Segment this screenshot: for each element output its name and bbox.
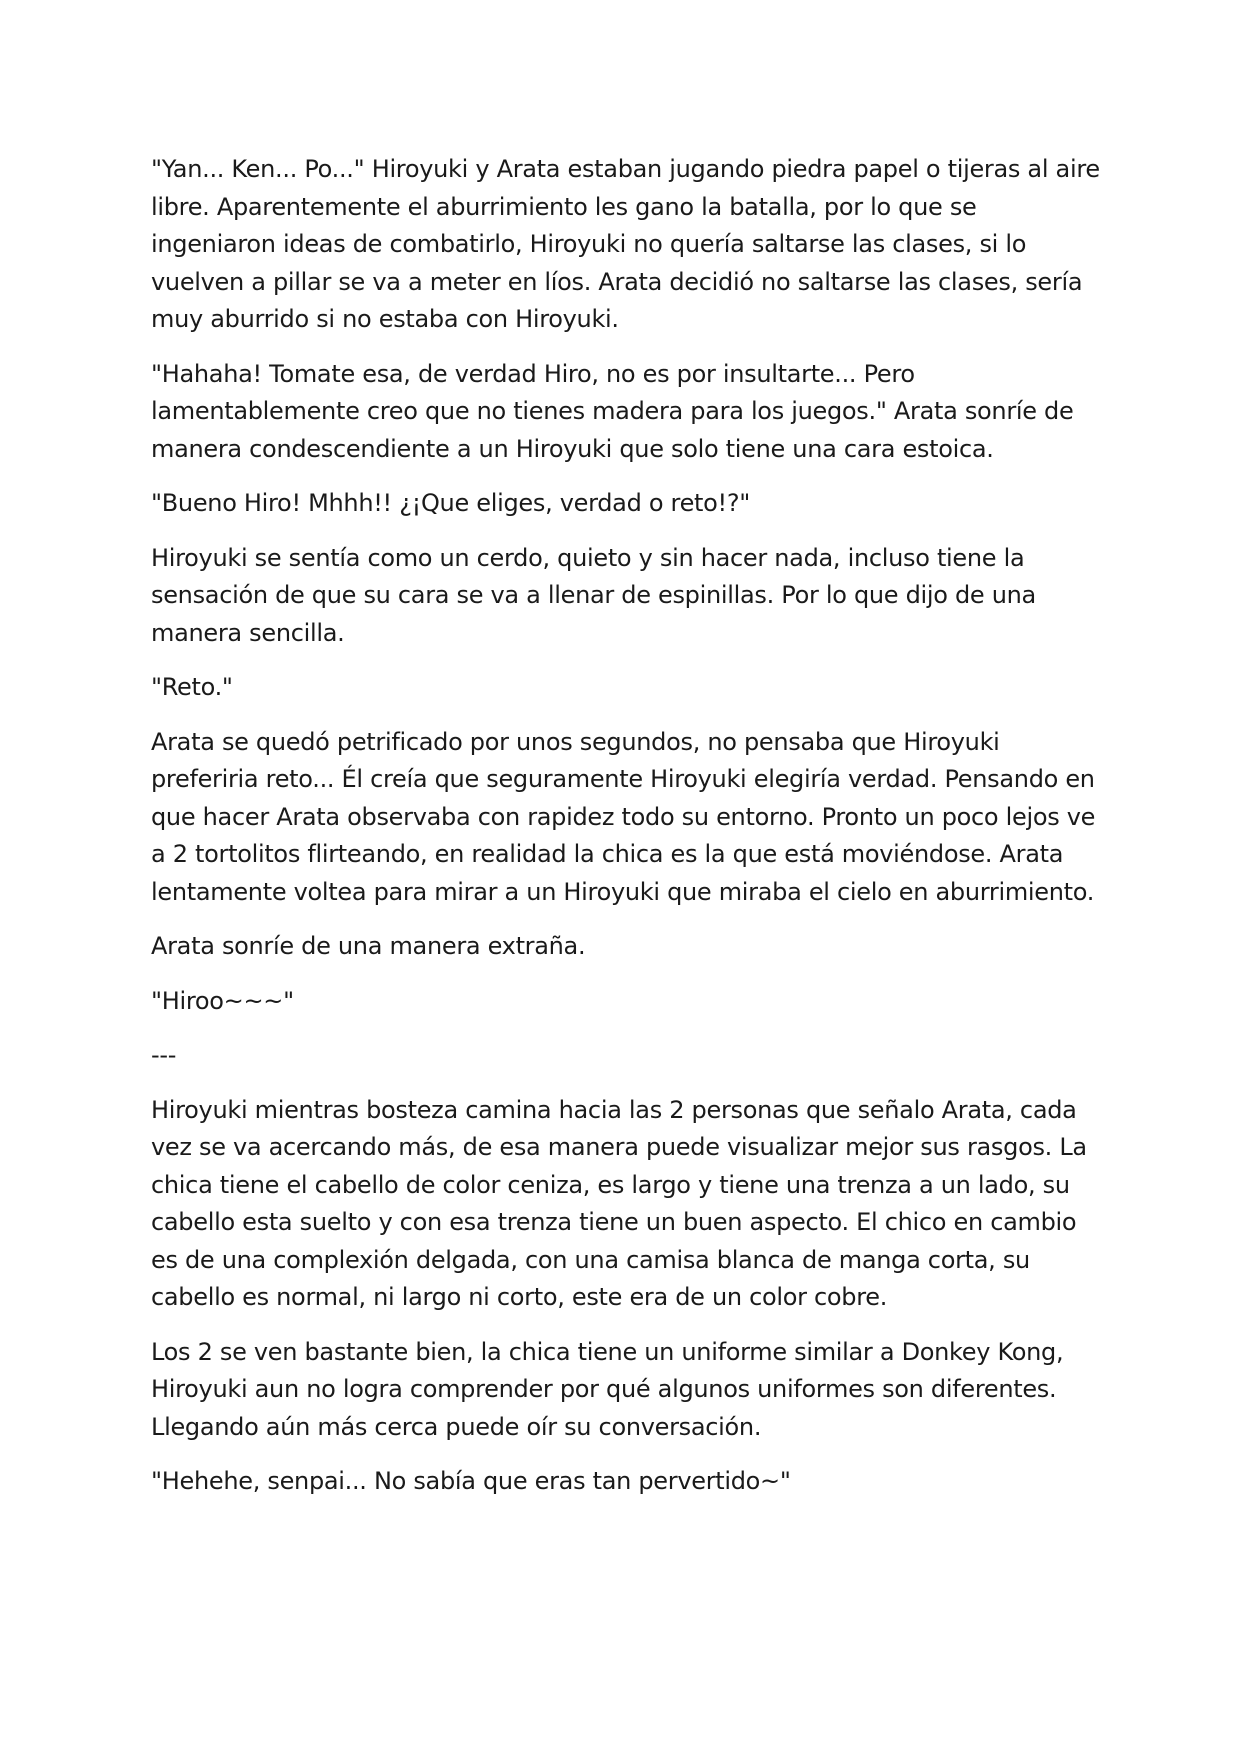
paragraph: "Hehehe, senpai... No sabía que eras tan pervertido~" bbox=[151, 1467, 791, 1495]
paragraph: Hiroyuki mientras bosteza camina hacia las 2 personas que señalo Arata, cada vez se va acercando más, de esa manera puede visualizar mejor sus rasgos. La chica tiene el cabello de color ceniza, es largo y tiene una trenza a un lado, su cabello esta suelto y con esa trenza tiene un buen aspecto. El chico en cambio es de una complexión delgada, con una camisa blanca de manga corta, su cabello es normal, ni largo ni corto, este era de un color cobre. bbox=[151, 1095, 1087, 1311]
paragraph: Arata se quedó petrificado por unos segundos, no pensaba que Hiroyuki preferiria reto... Él creía que seguramente Hiroyuki elegiría verdad. Pensando en que hacer Arata observaba con rapidez todo su entorno. Pronto un poco lejos ve a 2 tortolitos flirteando, en realidad la chica es la que está moviéndose. Arata lentamente voltea para mirar a un Hiroyuki que miraba el cielo en aburrimiento. bbox=[151, 727, 1096, 906]
paragraph: "Hiroo~~~" bbox=[151, 986, 294, 1015]
paragraph: Los 2 se ven bastante bien, la chica tiene un uniforme similar a Donkey Kong, Hiroyuki aun no logra comprender por qué algunos uniformes son diferentes. Llegando aún más cerca puede oír su conversación. bbox=[151, 1337, 1064, 1441]
paragraph: Arata sonríe de una manera extraña. bbox=[151, 932, 586, 960]
paragraph: "Yan... Ken... Po..." Hiroyuki y Arata estaban jugando piedra papel o tijeras al aire libre. Aparentemente el aburrimiento les gano la batalla, por lo que se ingeniaron ideas de combatirlo, Hiroyuki no quería saltarse las clases, si lo vuelven a pillar se va a meter en líos. Arata decidió no saltarse las clases, sería muy aburrido si no estaba con Hiroyuki. bbox=[151, 155, 1100, 333]
scene-break: --- bbox=[151, 1041, 177, 1069]
paragraph: "Bueno Hiro! Mhhh!! ¿¡Que eliges, verdad o reto!?" bbox=[151, 489, 751, 517]
paragraph: "Reto." bbox=[151, 673, 233, 701]
paragraph: "Hahaha! Tomate esa, de verdad Hiro, no es por insultarte... Pero lamentablemente creo que no tienes madera para los juegos." Arata sonríe de manera condescendiente a un Hiroyuki que solo tiene una cara estoica. bbox=[151, 359, 1074, 463]
story-text bbox=[151, 151, 1101, 1518]
paragraph: Hiroyuki se sentía como un cerdo, quieto y sin hacer nada, incluso tiene la sensación de que su cara se va a llenar de espinillas. Por lo que dijo de una manera sencilla. bbox=[151, 543, 1036, 647]
